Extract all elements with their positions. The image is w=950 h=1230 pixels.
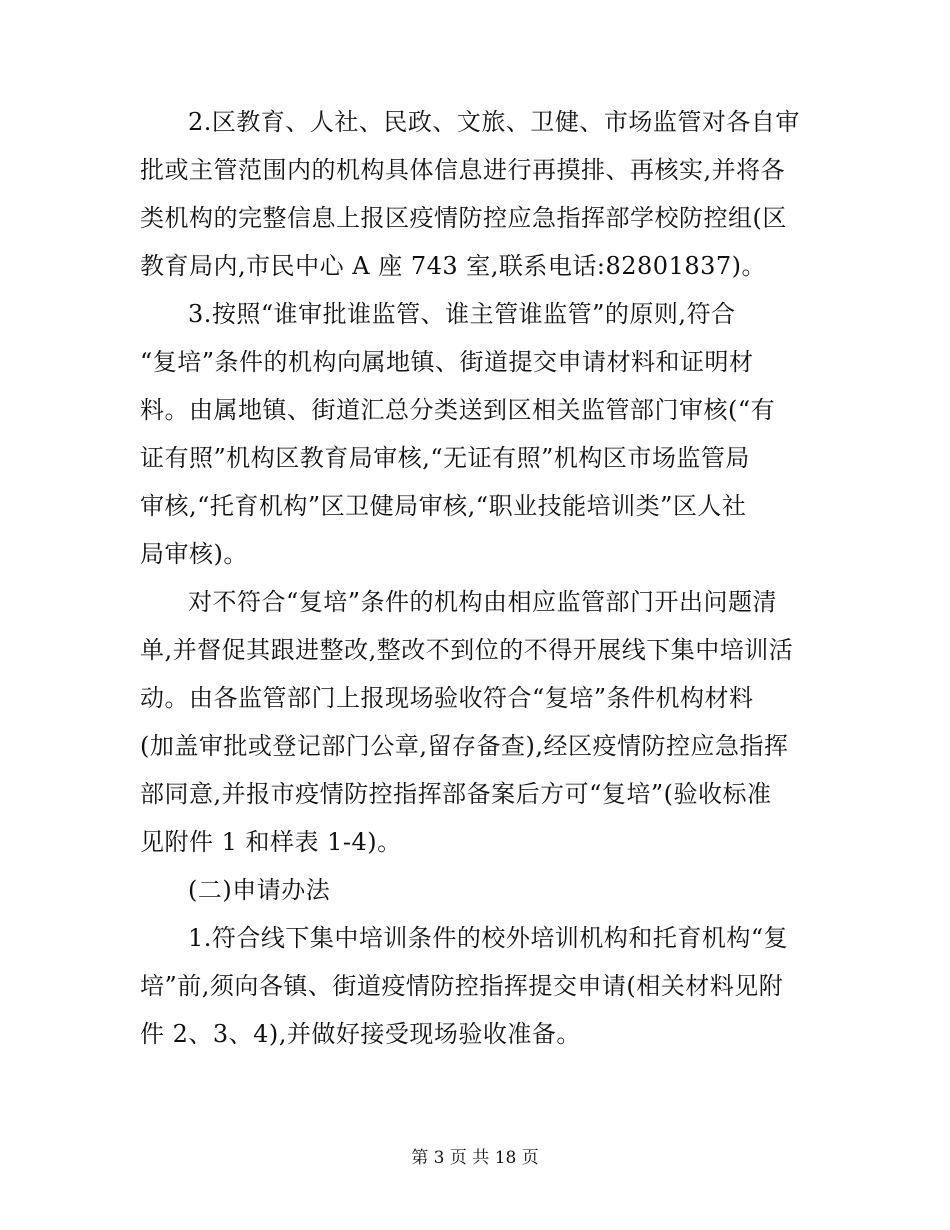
- text-line: 审核,“托育机构”区卫健局审核,“职业技能培训类”区人社: [140, 492, 747, 520]
- text-line: 类机构的完整信息上报区疫情防控应急指挥部学校防控组(区: [140, 204, 787, 232]
- text-line: 件 2、3、4),并做好接受现场验收准备。: [140, 1020, 581, 1048]
- text-line: 3.按照“谁审批谁监管、谁主管谁监管”的原则,符合: [188, 300, 736, 328]
- text-line: 单,并督促其跟进整改,整改不到位的不得开展线下集中培训活: [140, 636, 794, 664]
- text-line: 料。由属地镇、街道汇总分类送到区相关监管部门审核(“有: [140, 396, 776, 424]
- text-line: 部同意,并报市疫情防控指挥部备案后方可“复培”(验收标准: [140, 780, 772, 808]
- text-line: 培”前,须向各镇、街道疫情防控指挥提交申请(相关材料见附: [140, 972, 784, 1000]
- text-line: 1.符合线下集中培训条件的校外培训机构和托育机构“复: [188, 924, 789, 952]
- text-line: 2.区教育、人社、民政、文旅、卫健、市场监管对各自审: [188, 108, 800, 136]
- text-line: 批或主管范围内的机构具体信息进行再摸排、再核实,并将各: [140, 156, 786, 184]
- page-number: 第 3 页 共 18 页: [411, 1148, 539, 1168]
- text-line: 局审核)。: [140, 540, 248, 568]
- text-line: “复培”条件的机构向属地镇、街道提交申请材料和证明材: [140, 348, 754, 376]
- section-heading: (二)申请办法: [188, 876, 331, 904]
- text-line: 对不符合“复培”条件的机构由相应监管部门开出问题清: [188, 588, 778, 616]
- text-line: 见附件 1 和样表 1-4)。: [140, 828, 402, 856]
- text-line: (加盖审批或登记部门公章,留存备查),经区疫情防控应急指挥: [140, 732, 789, 760]
- text-line: 证有照”机构区教育局审核,“无证有照”机构区市场监管局: [140, 444, 750, 472]
- text-line: 动。由各监管部门上报现场验收符合“复培”条件机构材料: [140, 684, 754, 712]
- text-line: 教育局内,市民中心 A 座 743 室,联系电话:82801837)。: [140, 252, 767, 280]
